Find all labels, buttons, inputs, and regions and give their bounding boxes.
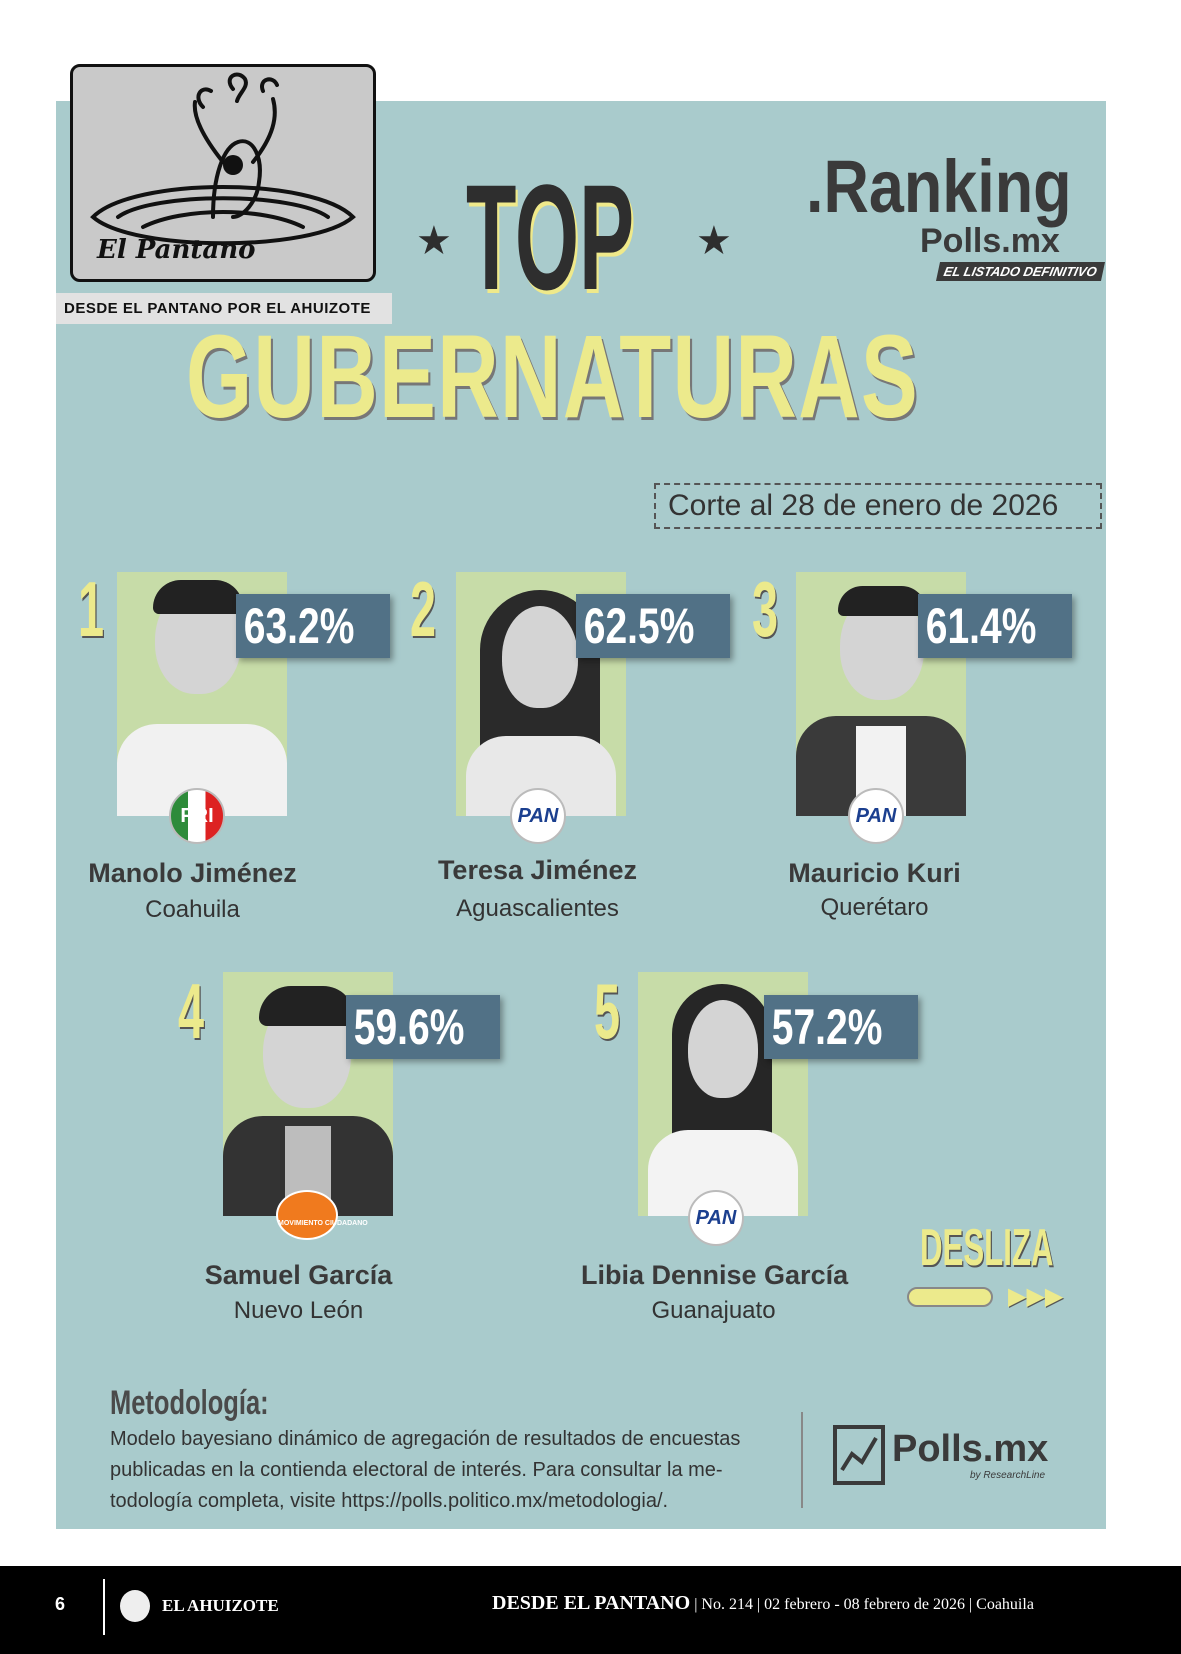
methodology-line: todología completa, visite https://polls.politico.mx/metodologia/.: [110, 1490, 669, 1512]
polls-footer-sub: by ResearchLine: [970, 1470, 1046, 1481]
candidate-name: Manolo Jiménez: [88, 858, 297, 888]
footer-brand: EL AHUIZOTE: [162, 1596, 279, 1615]
logo-script-text: El Pantano: [97, 235, 256, 265]
percentage-badge: 62.5%: [576, 594, 730, 658]
polls-chart-icon: [832, 1424, 886, 1486]
candidate-name: Mauricio Kuri: [788, 858, 961, 888]
rank-number: 2: [410, 565, 437, 653]
candidate-name: Teresa Jiménez: [437, 855, 638, 885]
percentage-badge: 61.4%: [918, 594, 1072, 658]
candidate-state: Querétaro: [820, 894, 929, 921]
page-number: 6: [55, 1594, 66, 1614]
candidate-name: Libia Dennise García: [581, 1260, 849, 1290]
swipe-bar-icon: [907, 1287, 993, 1307]
footer-section: DESDE EL PANTANO: [492, 1592, 691, 1614]
rank-number: 5: [594, 967, 621, 1055]
arrows-right-icon: ▶▶▶: [1008, 1283, 1064, 1310]
ranking-logo-word: .Ranking: [806, 145, 1072, 228]
logo-caption: DESDE EL PANTANO POR EL AHUIZOTE: [64, 300, 371, 317]
candidate-state: Guanajuato: [651, 1297, 776, 1324]
star-left-icon: ★: [416, 219, 452, 263]
percentage-badge: 63.2%: [236, 594, 390, 658]
candidate-name: Samuel García: [204, 1260, 393, 1290]
pri-party-icon: PRI: [169, 788, 225, 844]
candidate-state: Nuevo León: [233, 1297, 364, 1324]
polls-footer-logo: Polls.mx: [892, 1428, 1049, 1470]
methodology-title: Metodología:: [110, 1384, 269, 1422]
candidate-state: Coahuila: [145, 896, 240, 923]
mc-party-icon: MOVIMIENTO CIUDADANO: [276, 1190, 338, 1240]
pan-party-icon: PAN: [848, 788, 904, 844]
ranking-tagline: EL LISTADO DEFINITIVO: [936, 262, 1105, 281]
el-pantano-logo: [70, 64, 376, 282]
candidate-state: Aguascalientes: [456, 895, 619, 922]
methodology-line: publicadas en la contienda electoral de interés. Para consultar la me-: [110, 1459, 723, 1481]
footer-divider: [103, 1579, 105, 1635]
cutoff-text: Corte al 28 de enero de 2026: [668, 489, 1059, 522]
footer-issue-info: [492, 1592, 1034, 1615]
star-right-icon: ★: [696, 219, 732, 263]
ahuizote-mascot-icon: [120, 1590, 150, 1622]
swipe-hint: DESLIZA: [920, 1219, 1054, 1277]
footer-issue: | No. 214 | 02 febrero - 08 febrero de 2026 | Coahuila: [694, 1596, 1034, 1613]
rank-number: 3: [752, 565, 779, 653]
rank-number: 4: [178, 967, 205, 1055]
rank-number: 1: [78, 565, 105, 653]
percentage-badge: 57.2%: [764, 995, 918, 1059]
ranking-logo-sub: Polls.mx: [920, 222, 1060, 260]
title-top: TOP: [466, 153, 635, 321]
pan-party-icon: PAN: [510, 788, 566, 844]
pan-party-icon: PAN: [688, 1190, 744, 1246]
percentage-badge: 59.6%: [346, 995, 500, 1059]
title-main: GUBERNATURAS: [186, 311, 920, 443]
divider: [801, 1412, 803, 1508]
methodology-line: Modelo bayesiano dinámico de agregación de resultados de encuestas: [110, 1428, 741, 1450]
